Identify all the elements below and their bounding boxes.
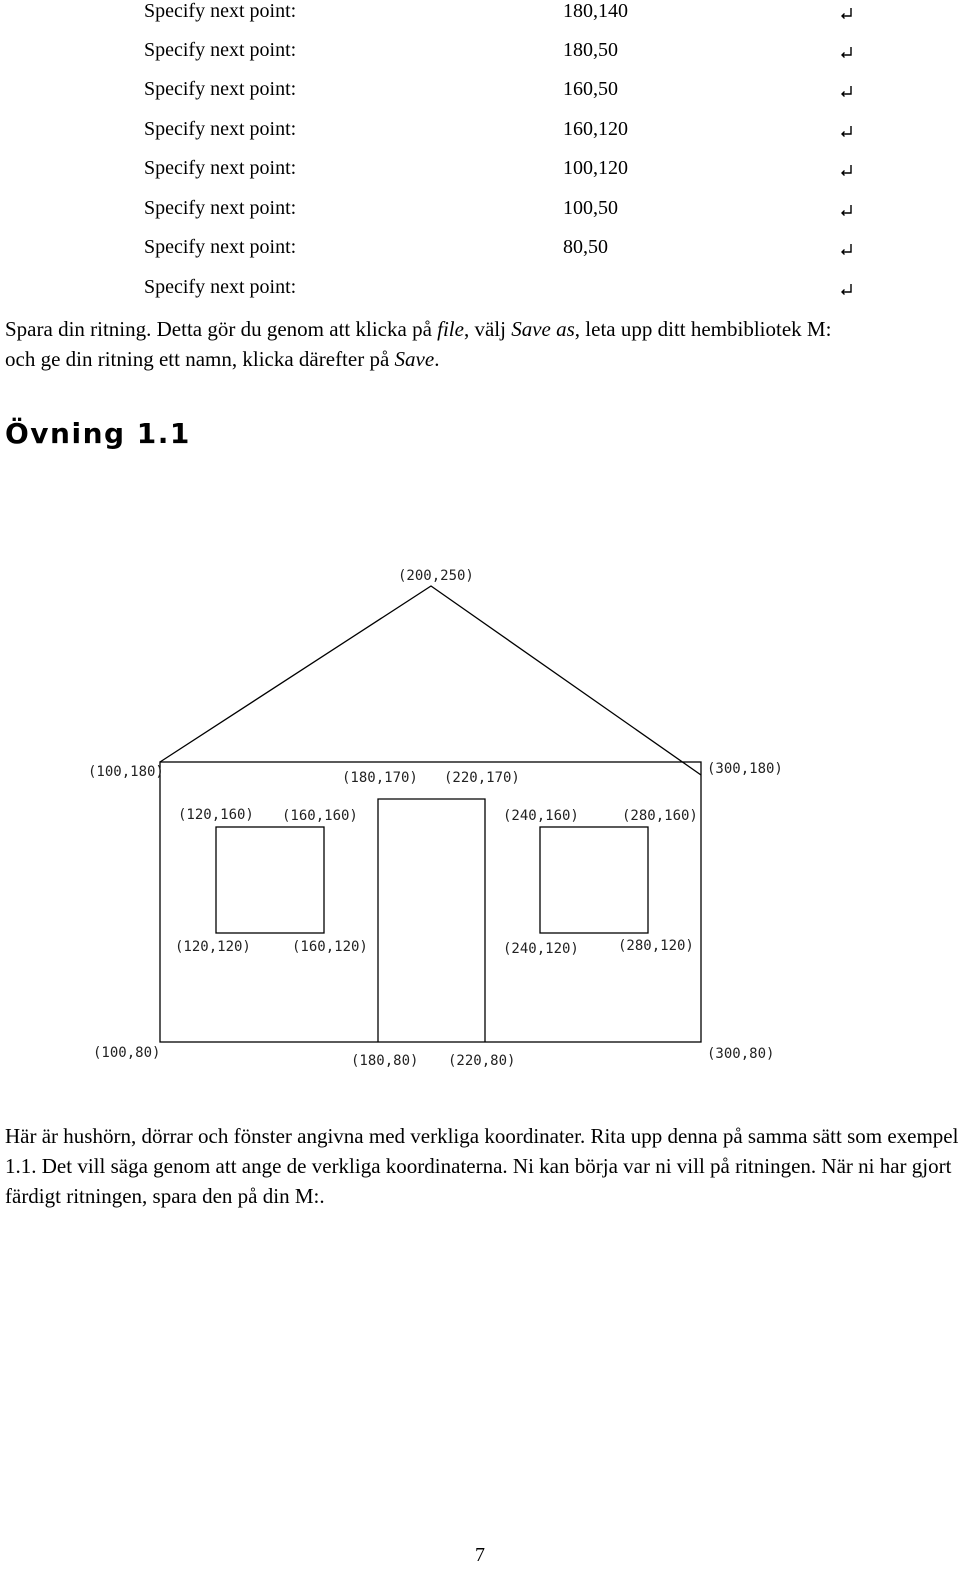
command-row <box>0 157 960 196</box>
exercise-description: Här är hushörn, dörrar och fönster angivna med verkliga koordinater. Rita upp denna på samma sätt som exempel 1.1. Det vill säga genom att ange de verkliga koordinaterna. Ni kan börja var ni vill på ritningen. När ni har gjort färdigt ritningen, spara den på din M:. <box>5 1124 959 1208</box>
enter-key-icon <box>839 45 853 59</box>
command-row <box>0 276 960 315</box>
enter-key-icon <box>839 163 853 177</box>
command-value: 180,140 <box>563 0 628 22</box>
save-as-term: Save as <box>511 317 575 341</box>
instruction-text: Spara din ritning. Detta gör du genom att klicka på <box>5 317 438 341</box>
door-outline <box>378 799 485 1042</box>
instruction-text: , leta upp ditt hembibliotek M: och ge din ritning ett namn, klicka därefter på <box>5 317 832 371</box>
house-wall-outline <box>160 762 701 1042</box>
exercise-title: Övning 1.1 <box>5 417 191 450</box>
label-door-bottom-right: (220,80) <box>448 1053 516 1069</box>
enter-key-icon <box>839 124 853 138</box>
roof-outline <box>160 586 701 775</box>
command-row <box>0 236 960 275</box>
label-door-top-left: (180,170) <box>342 770 418 786</box>
label-door-bottom-left: (180,80) <box>351 1053 419 1069</box>
enter-key-icon <box>839 282 853 296</box>
command-prompt: Specify next point: <box>144 157 297 179</box>
label-wall-bottom-right: (300,80) <box>707 1046 775 1062</box>
command-value: 100,120 <box>563 157 628 179</box>
label-roof-peak: (200,250) <box>398 568 474 584</box>
command-prompt: Specify next point: <box>144 118 297 140</box>
command-row <box>0 118 960 157</box>
instruction-text: . <box>434 347 440 371</box>
command-prompt: Specify next point: <box>144 236 297 258</box>
label-wall-top-left: (100,180) <box>88 764 164 780</box>
left-window <box>216 827 324 933</box>
command-prompt: Specify next point: <box>144 39 297 61</box>
command-value: 80,50 <box>563 236 608 258</box>
enter-key-icon <box>839 84 853 98</box>
command-value: 180,50 <box>563 39 618 61</box>
command-row <box>0 39 960 78</box>
command-value: 160,120 <box>563 118 628 140</box>
label-right-window-bottom-left: (240,120) <box>503 941 579 957</box>
label-left-window-bottom-left: (120,120) <box>175 939 251 955</box>
enter-key-icon <box>839 6 853 20</box>
label-right-window-top-left: (240,160) <box>503 808 579 824</box>
page-number: 7 <box>475 1544 485 1566</box>
command-row <box>0 78 960 117</box>
command-row <box>0 197 960 236</box>
file-menu-term: file <box>437 317 464 341</box>
command-prompt: Specify next point: <box>144 197 297 219</box>
label-wall-bottom-left: (100,80) <box>93 1045 161 1061</box>
command-prompt: Specify next point: <box>144 0 297 22</box>
command-row <box>0 0 960 39</box>
right-window <box>540 827 648 933</box>
house-drawing <box>0 540 960 1100</box>
label-left-window-top-right: (160,160) <box>282 808 358 824</box>
enter-key-icon <box>839 242 853 256</box>
label-door-top-right: (220,170) <box>444 770 520 786</box>
command-prompt: Specify next point: <box>144 78 297 100</box>
command-value: 100,50 <box>563 197 618 219</box>
save-term: Save <box>394 347 435 371</box>
enter-key-icon <box>839 203 853 217</box>
instruction-text: , välj <box>463 317 512 341</box>
label-left-window-bottom-right: (160,120) <box>292 939 368 955</box>
command-value: 160,50 <box>563 78 618 100</box>
label-left-window-top-left: (120,160) <box>178 807 254 823</box>
label-right-window-bottom-right: (280,120) <box>618 938 694 954</box>
label-right-window-top-right: (280,160) <box>622 808 698 824</box>
command-prompt: Specify next point: <box>144 276 297 298</box>
label-wall-top-right: (300,180) <box>707 761 783 777</box>
save-instruction <box>5 314 855 374</box>
